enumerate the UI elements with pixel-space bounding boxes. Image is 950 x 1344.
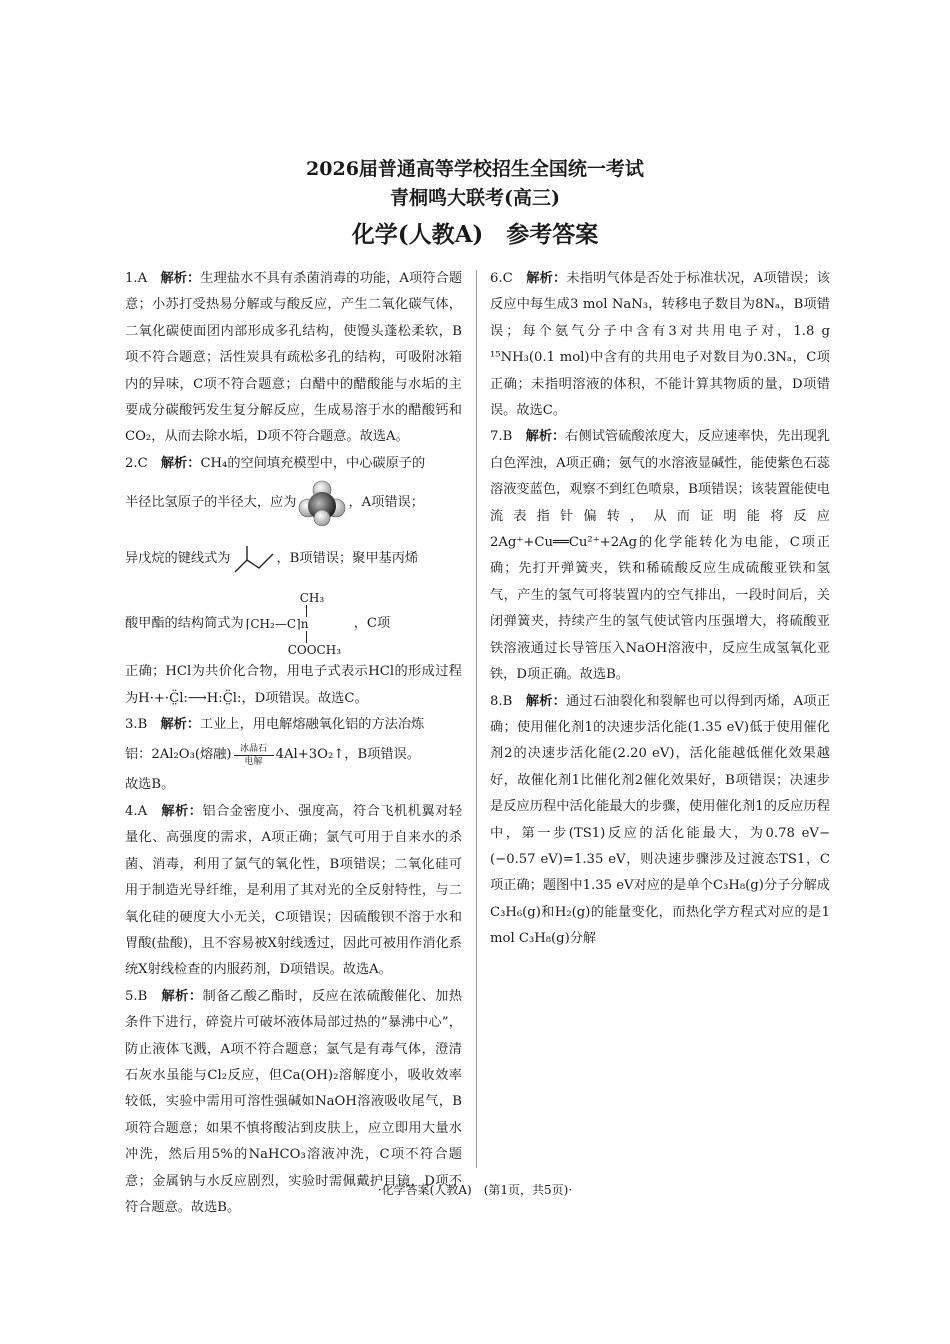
- methane-space-filling-model: [296, 480, 348, 526]
- pmma-structure: [244, 589, 354, 659]
- answer-text: ，B项错误；聚甲基丙烯: [276, 551, 419, 567]
- answer-number: 3.B: [125, 717, 148, 733]
- answer-8: [490, 689, 830, 953]
- analysis-label: 解析：: [160, 717, 201, 733]
- answer-text: 右侧试管硫酸浓度大，反应速率快，先出现乳白色浑浊，A项正确；氨气的水溶液显碱性，能使紫色石蕊溶液变蓝色，观察不到红色喷泉，B项错误；该装置能使电流表指针偏转，从而证明能将反应2Ag⁺+Cu══Cu²⁺+2Ag的化学能转化为电能，C项正确；先打开弹簧夹，铁和稀硫酸反应生成硫酸亚铁和氢气，产生的氢气可将装置内的空气排出，一段时间后，关闭弹簧夹，持续产生的氢气使试管内压强增大，将硫酸亚铁溶液通过长导管压入NaOH溶液中，反应生成氢氧化亚铁，D项正确。故选B。: [490, 429, 831, 683]
- condition-bottom: 电解: [244, 757, 263, 768]
- analysis-label: 解析：: [525, 693, 567, 709]
- answer-text: 半径比氢原子的半径大，应为: [125, 495, 297, 511]
- analysis-label: 解析：: [525, 429, 566, 445]
- answer-number: 4.A: [125, 803, 148, 819]
- pmma-structure-row: [125, 589, 462, 659]
- isopentane-skeletal-formula: [231, 542, 277, 576]
- answer-number: 7.B: [490, 429, 513, 445]
- right-column: [490, 266, 830, 953]
- answer-text: CH₄的空间填充模型中，中心碳原子的: [200, 455, 426, 471]
- answer-6: [490, 266, 830, 424]
- answer-number: 1.A: [125, 271, 148, 286]
- analysis-label: 解析：: [526, 271, 567, 286]
- analysis-label: 解析：: [160, 455, 201, 471]
- answer-3: [125, 712, 462, 799]
- exam-subtitle: 青桐鸣大联考(高三): [390, 187, 560, 209]
- answer-7: [490, 424, 830, 688]
- answer-number: 8.B: [490, 693, 513, 709]
- answer-text: 异戊烷的键线式为: [125, 551, 231, 567]
- answer-text: 铝合金密度小、强度高，符合飞机机翼对轻量化、高强度的需求，A项正确；氯气可用于自来水的杀菌、消毒，利用了氯气的氧化性，B项错误；二氧化硅可用于制造光导纤维，是利用了其对光的全反射特性，与二氧化硅的硬度大小无关，C项错误；因硫酸钡不溶于水和胃酸(盐酸)，且不容易被X射线透过，因此可被用作消化系统X射线检查的内服药剂，D项错误。故选A。: [125, 803, 463, 978]
- electrolysis-equation: [125, 738, 462, 772]
- answer-text: 故选B。: [125, 777, 175, 793]
- page-title: 化学(人教A) 参考答案: [351, 221, 599, 248]
- ester-group: COOCH₃: [287, 643, 342, 658]
- answer-text: ，A项错误；: [348, 495, 424, 511]
- analysis-label: 解析：: [160, 271, 201, 286]
- polymer-chain: ⌈CH₂—C⌉n: [245, 617, 309, 632]
- answer-text: 生理盐水不具有杀菌消毒的功能，A项符合题意；小苏打受热易分解或与酸反应，产生二氧化碳气体，二氧化碳使面团内部形成多孔结构，使馒头蓬松柔软，B项不符合题意；活性炭具有疏松多孔的结构，可吸附冰箱内的异味，C项不符合题意；白醋中的醋酸能与水垢的主要成分碳酸钙发生复分解反应，生成易溶于水的醋酸钙和CO₂，从而去除水垢，D项不符合题意。故选A。: [125, 271, 463, 445]
- bond-line: [306, 631, 307, 643]
- answer-2: [125, 451, 462, 712]
- answer-text: 正确；HCl为共价化合物，用电子式表示HCl的形成过程为H·+·C̤̈l:⟶H:C̤̈l:，D项错误。故选C。: [125, 664, 462, 706]
- bond-line: [306, 605, 307, 617]
- answer-1: [125, 266, 462, 451]
- equation-right: 4Al+3O₂↑，B项错误。: [275, 747, 420, 763]
- reaction-condition: [234, 744, 274, 767]
- exam-title: 2026届普通高等学校招生全国统一考试: [306, 158, 644, 180]
- analysis-label: 解析：: [161, 988, 203, 1004]
- answer-number: 6.C: [490, 271, 513, 286]
- answer-4: [125, 799, 462, 984]
- methyl-group: CH₃: [299, 591, 325, 606]
- answer-number: 2.C: [125, 455, 148, 471]
- page-footer: ·化学答案(人教A) (第1页，共5页)·: [377, 1183, 573, 1197]
- reaction-arrow: [234, 755, 274, 756]
- condition-top: 冰晶石: [240, 743, 268, 754]
- answer-text: ，C项: [353, 616, 391, 632]
- answer-text: 制备乙酸乙酯时，反应在浓硫酸催化、加热条件下进行，碎瓷片可破坏液体局部过热的“暴沸中心”，防止液体飞溅，A项不符合题意；氯气是有毒气体，澄清石灰水虽能与Cl₂反应，但Ca(OH)₂溶解度小，吸收效率较低，实验中需用可溶性强碱如NaOH溶液吸收尾气，B项符合题意；如果不慎将酸沾到皮肤上，应立即用大量水冲洗，然后用5%的NaHCO₃溶液冲洗，C项不符合题意；金属钠与水反应剧烈，实验时需佩戴护目镜，D项不符合题意。故选B。: [125, 988, 463, 1215]
- answer-text: 工业上，用电解熔融氧化铝的方法冶炼: [200, 717, 425, 733]
- answer-text: 未指明气体是否处于标准状况，A项错误；该反应中每生成3 mol NaN₃，转移电子数目为8Nₐ，B项错误；每个氨气分子中含有3对共用电子对，1.8 g ¹⁵NH₃(0.1 mol)中含有的共用电子对数目为0.3Nₐ，C项正确；未指明溶液的体积，不能计算其物质的量，D项错误。故选C。: [490, 271, 830, 419]
- answer-number: 5.B: [125, 988, 148, 1004]
- answer-text: 酸甲酯的结构简式为: [125, 616, 244, 632]
- equation-left: 铝：2Al₂O₃(熔融): [125, 747, 232, 763]
- analysis-label: 解析：: [161, 803, 203, 819]
- answer-text: 通过石油裂化和裂解也可以得到丙烯，A项正确；使用催化剂1的决速步活化能(1.35 eV)低于使用催化剂2的决速步活化能(2.20 eV)，活化能越低催化效果越好，故催化剂1比催化剂2催化效果好，B项错误；决速步是反应历程中活化能最大的步骤，使用催化剂1的反应历程中，第一步(TS1)反应的活化能最大，为0.78 eV−(−0.57 eV)=1.35 eV，则决速步骤涉及过渡态TS1，C项正确；题图中1.35 eV对应的是单个C₃H₈(g)分子分解成C₃H₆(g)和H₂(g)的能量变化，而热化学方程式对应的是1 mol C₃H₈(g)分解: [490, 693, 830, 947]
- column-divider: [476, 270, 477, 1168]
- left-column: [125, 266, 462, 1221]
